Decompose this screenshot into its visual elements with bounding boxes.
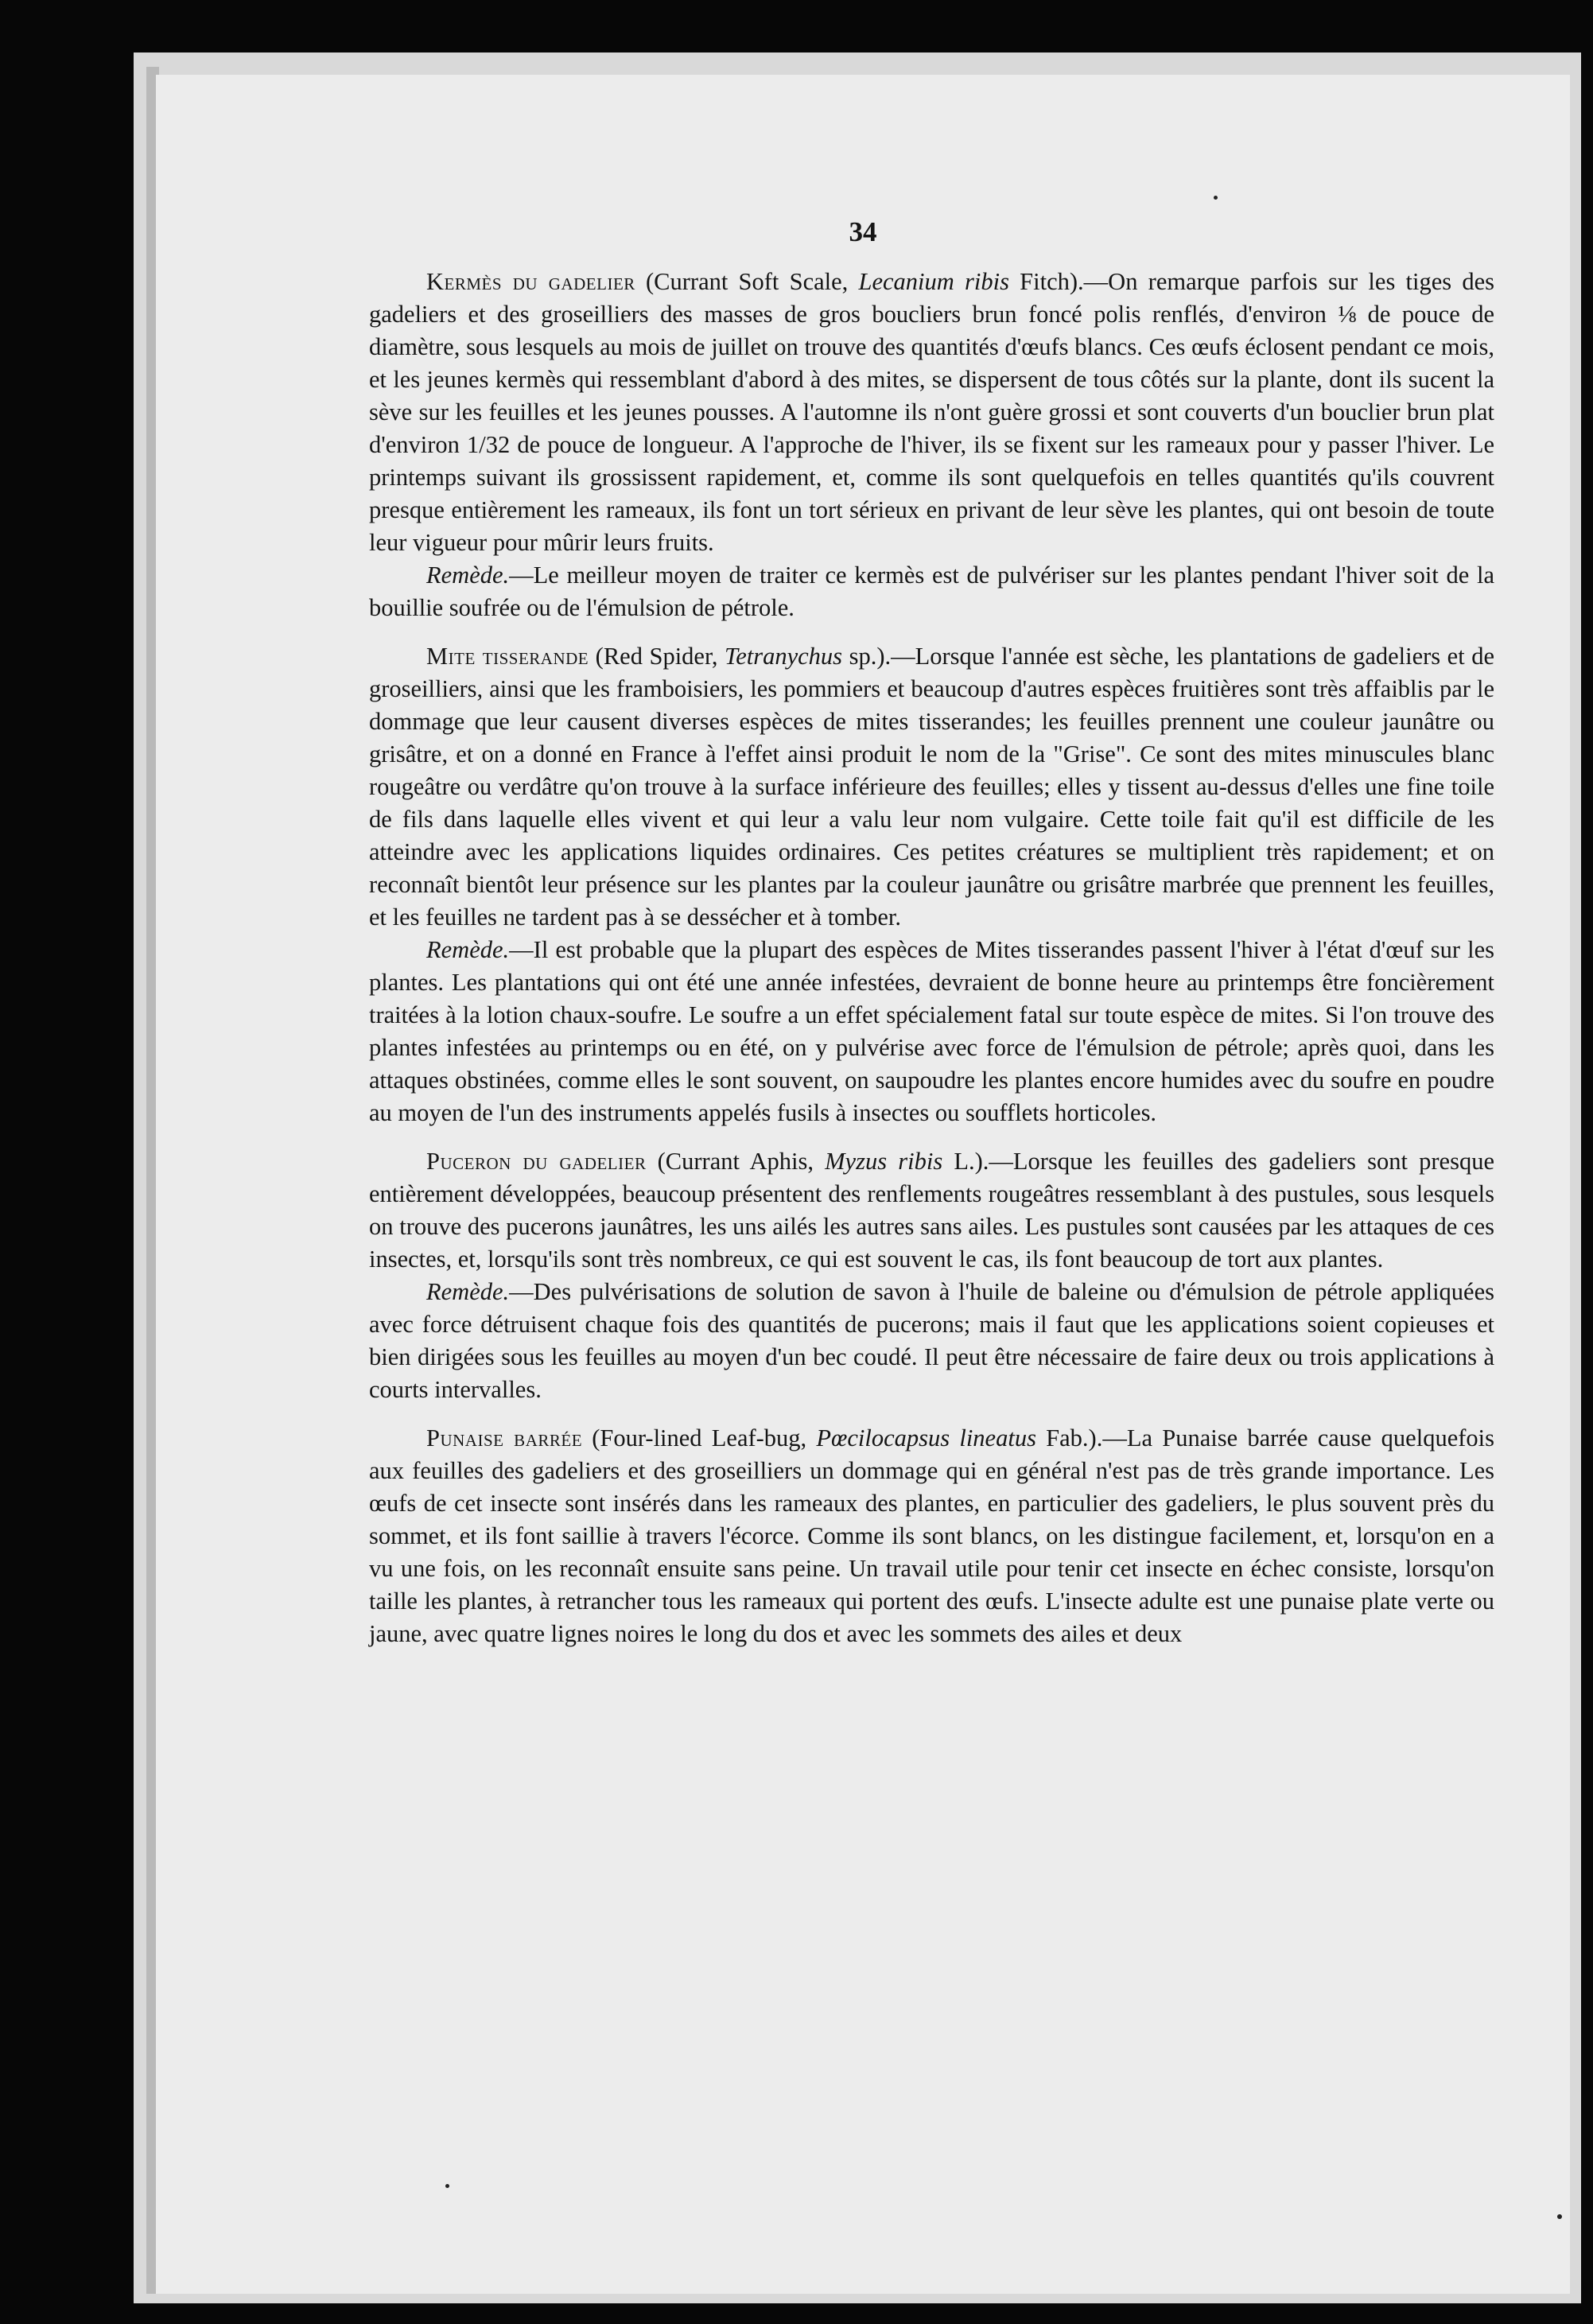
common-name: (Four-lined Leaf-bug, xyxy=(582,1424,817,1452)
remedy-label: Remède. xyxy=(426,1278,510,1305)
page-number: 34 xyxy=(849,216,877,247)
paragraph-four-lined-leaf-bug xyxy=(369,1422,1494,1650)
remedy-label: Remède. xyxy=(426,562,510,589)
latin-name: Tetranychus xyxy=(725,643,843,670)
scan-speck xyxy=(445,2184,449,2188)
author-name: sp.). xyxy=(842,643,892,670)
paragraph-text: —Des pulvérisations de solution de savon à l'huile de baleine ou d'émulsion de pétrole appliquées avec force détruisent chaque fois des quantités de pucerons; mais il faut que les applications soient copieuses et bien dirigées sous les feuilles au moyen d'un bec coudé. Il peut être nécessaire de faire deux ou trois applications à courts intervalles. xyxy=(369,1278,1494,1403)
paragraph-text: —Le meilleur moyen de traiter ce kermès est de pulvériser sur les plantes pendant l'hiver soit de la bouillie soufrée ou de l'émulsion de pétrole. xyxy=(369,562,1494,621)
common-name: (Currant Aphis, xyxy=(646,1148,826,1175)
body-text xyxy=(369,266,1494,1650)
common-name: (Red Spider, xyxy=(589,643,725,670)
latin-name: Lecanium ribis xyxy=(858,268,1009,295)
paragraph-text: —Lorsque l'année est sèche, les plantations de gadeliers et de groseilliers, ainsi que les framboisiers, les pommiers et beaucoup d'autres espèces fruitières sont très affaiblis par le dommage que leur causent diverses espèces de mites tisserandes; les feuilles prennent une couleur jaunâtre ou grisâtre, et on a donné en France à l'effet ainsi produit le nom de la "Grise". Ce sont des mites minuscules blanc rougeâtre ou verdâtre qu'on trouve à la surface inférieure des feuilles; elles y tissent au-dessus d'elles une fine toile de fils dans laquelle elles vivent et qui leur a valu leur nom vulgaire. Cette toile fait qu'il est difficile de les atteindre avec les applications liquides ordinaires. Ces petites créatures se multiplient très rapidement; et on reconnaît bientôt leur présence sur les plantes par la couleur jaunâtre ou grisâtre marbrée que prennent les feuilles, et les feuilles ne tardent pas à se dessécher et à tomber. xyxy=(369,643,1495,931)
section-heading: Mite tisserande xyxy=(426,643,589,670)
paragraph-remedy xyxy=(369,934,1494,1129)
common-name: (Currant Soft Scale, xyxy=(635,268,859,295)
paragraph-text: —On remarque parfois sur les tiges des gadeliers et des groseilliers des masses de gros boucliers brun foncé polis renflés, d'environ ⅛ de pouce de diamètre, sous lesquels au mois de juillet on trouve des quantités d'œufs blancs. Ces œufs éclosent pendant ce mois, et les jeunes kermès qui ressemblant d'abord à des mites, se dispersent de tous côtés sur la plante, dont ils sucent la sève sur les feuilles et les jeunes pousses. A l'automne ils n'ont guère grossi et sont couverts d'un bouclier brun plat d'environ 1/32 de pouce de longueur. A l'approche de l'hiver, ils se fixent sur les rameaux pour y passer l'hiver. Le printemps suivant ils grossissent rapidement, et, comme ils sont quelquefois en telles quantités qu'ils couvrent presque entièrement les rameaux, ils font un tort sérieux en privant de leur sève les plantes, qui ont besoin de toute leur vigueur pour mûrir leurs fruits. xyxy=(369,268,1495,556)
paragraph-currant-aphis xyxy=(369,1145,1494,1276)
scan-speck xyxy=(1214,196,1218,200)
latin-name: Myzus ribis xyxy=(825,1148,943,1175)
paragraph-text: —Lorsque les feuilles des gadeliers sont presque entièrement développées, beaucoup présentent des renflements rougeâtres ressemblant à des pustules, sous lesquels on trouve des pucerons jaunâtres, les uns ailés les autres sans ailes. Les pustules sont causées par les attaques de ces insectes, et, lorsqu'ils sont très nombreux, ce qui est souvent le cas, ils font beaucoup de tort aux plantes. xyxy=(369,1148,1494,1273)
section-heading: Puceron du gadelier xyxy=(426,1148,647,1175)
section-heading: Kermès du gadelier xyxy=(426,268,635,295)
paragraph-text: —La Punaise barrée cause quelquefois aux feuilles des gadeliers et des groseilliers un dommage qui en général n'est pas de très grande importance. Les œufs de cet insecte sont insérés dans les rameaux des plantes, en particulier des gadeliers, le plus souvent près du sommet, et ils font saillie à travers l'écorce. Comme ils sont blancs, on les distingue facilement, et, lorsqu'on en a vu une fois, on les reconnaît ensuite sans peine. Un travail utile pour tenir cet insecte en échec consiste, lorsqu'on taille les plantes, à retrancher tous les rameaux qui portent des œufs. L'insecte adulte est une punaise plate verte ou jaune, avec quatre lignes noires le long du dos et avec les sommets des ailes et deux xyxy=(369,1424,1494,1647)
latin-name: Pœcilocapsus lineatus xyxy=(816,1424,1036,1452)
author-name: Fab.). xyxy=(1035,1424,1103,1452)
paragraph-currant-soft-scale xyxy=(369,266,1494,559)
paragraph-remedy xyxy=(369,1276,1494,1406)
paragraph-text: —Il est probable que la plupart des espèces de Mites tisserandes passent l'hiver à l'état d'œuf sur les plantes. Les plantations qui ont été une année infestées, devraient de bonne heure au printemps être foncièrement traitées à la lotion chaux-soufre. Le soufre a un effet spécialement fatal sur toute espèce de mites. Si l'on trouve des plantes infestées au printemps ou en été, on y pulvérise avec force de l'émulsion de pétrole; après quoi, dans les attaques obstinées, comme elles le sont souvent, on saupoudre les plantes encore humides avec du soufre en poudre au moyen de l'un des instruments appelés fusils à insectes ou soufflets horticoles. xyxy=(369,936,1494,1126)
paragraph-remedy xyxy=(369,559,1494,624)
author-name: Fitch). xyxy=(1008,268,1084,295)
remedy-label: Remède. xyxy=(426,936,510,963)
paragraph-red-spider xyxy=(369,640,1494,934)
section-heading: Punaise barrée xyxy=(426,1424,583,1452)
author-name: L.). xyxy=(942,1148,989,1175)
scan-speck xyxy=(1557,2214,1562,2219)
document-page xyxy=(156,75,1570,2294)
